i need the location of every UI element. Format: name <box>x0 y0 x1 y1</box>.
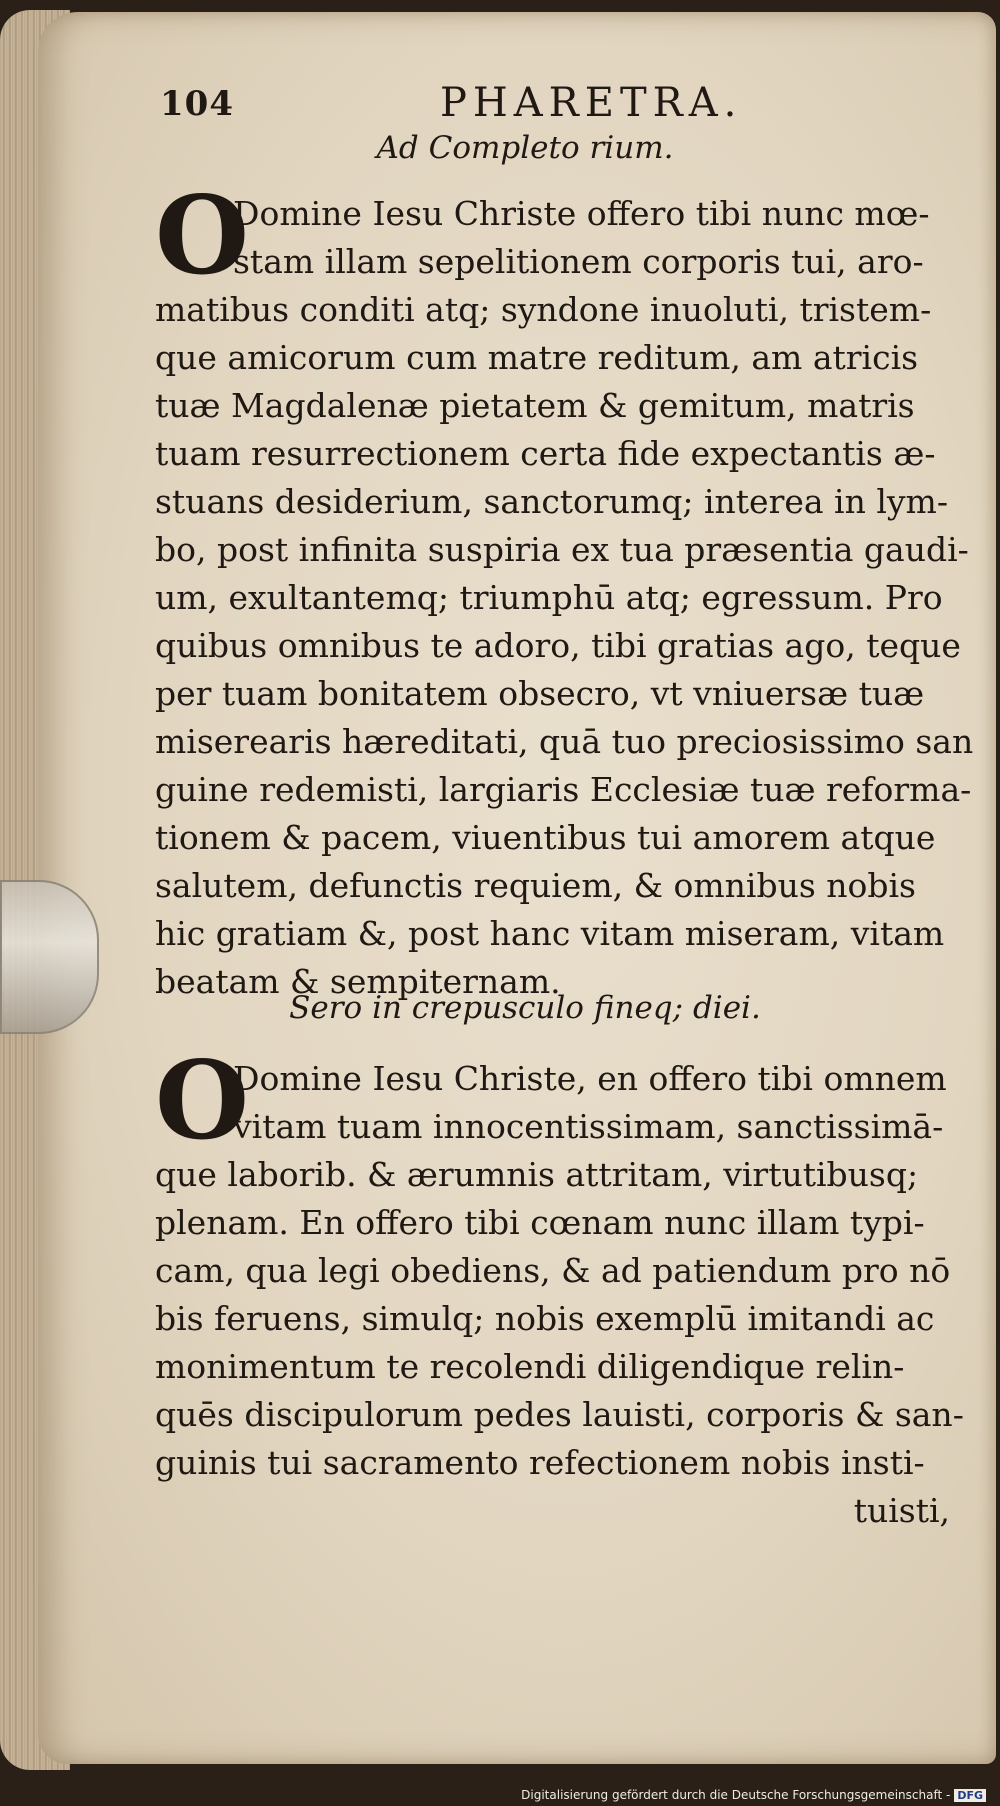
text-line: salutem, defunctis requiem, & omnibus nobis <box>155 866 916 905</box>
text-line: bo, post infinita suspiria ex tua præsentia gaudi- <box>155 530 969 569</box>
page-clip <box>0 880 99 1034</box>
text-line: Domine Iesu Christe offero tibi nunc mœ- <box>233 194 930 233</box>
drop-cap: O <box>155 173 250 299</box>
section-heading: Ad Completo rium. <box>376 130 674 166</box>
text-line: um, exultantemq; triumphū atq; egressum. Pro <box>155 578 943 617</box>
footer-text: Digitalisierung gefördert durch die Deutsche Forschungsgemeinschaft - <box>521 1788 951 1802</box>
prayer-section <box>155 173 974 1006</box>
text-line: beatam & sempiternam. <box>155 962 561 1001</box>
text-line: cam, qua legi obediens, & ad patiendum pro nō <box>155 1251 951 1290</box>
text-line: Domine Iesu Christe, en offero tibi omnem <box>233 1059 947 1098</box>
digitization-footer <box>521 1788 986 1802</box>
section-heading: Sero in crepusculo fineq; diei. <box>289 990 761 1026</box>
text-line: monimentum te recolendi diligendique relin- <box>155 1347 905 1386</box>
text-line: tuæ Magdalenæ pietatem & gemitum, matris <box>155 386 915 425</box>
text-line: guine redemisti, largiaris Ecclesiæ tuæ reforma- <box>155 770 972 809</box>
text-line: que amicorum cum matre reditum, am atricis <box>155 338 919 377</box>
prayer-section <box>155 1038 964 1535</box>
dfg-logo: DFG <box>954 1789 986 1802</box>
text-line: tuam resurrectionem certa fide expectantis æ- <box>155 434 936 473</box>
text-line: vitam tuam innocentissimam, sanctissimā- <box>233 1107 944 1146</box>
text-line: quēs discipulorum pedes lauisti, corporis & san- <box>155 1395 964 1434</box>
page-number: 104 <box>160 84 234 124</box>
text-line: guinis tui sacramento refectionem nobis insti- <box>155 1443 925 1482</box>
drop-cap: O <box>155 1038 250 1164</box>
text-line: tionem & pacem, viuentibus tui amorem atque <box>155 818 936 857</box>
text-line: plenam. En offero tibi cœnam nunc illam typi- <box>155 1203 925 1242</box>
text-line: hic gratiam &, post hanc vitam miseram, vitam <box>155 914 945 953</box>
text-line: miserearis hæreditati, quā tuo preciosissimo san <box>155 722 974 761</box>
running-title: PHARETRA. <box>440 80 743 126</box>
text-line: per tuam bonitatem obsecro, vt vniuersæ tuæ <box>155 674 925 713</box>
text-line: stam illam sepelitionem corporis tui, aro- <box>233 242 924 281</box>
text-line: que laborib. & ærumnis attritam, virtutibusq; <box>155 1155 919 1194</box>
text-line: tuisti, <box>853 1491 950 1530</box>
text-line: stuans desiderium, sanctorumq; interea in lym- <box>155 482 948 521</box>
text-line: matibus conditi atq; syndone inuoluti, tristem- <box>155 290 932 329</box>
text-line: quibus omnibus te adoro, tibi gratias ago, teque <box>155 626 961 665</box>
text-line: bis feruens, simulq; nobis exemplū imitandi ac <box>155 1299 935 1338</box>
